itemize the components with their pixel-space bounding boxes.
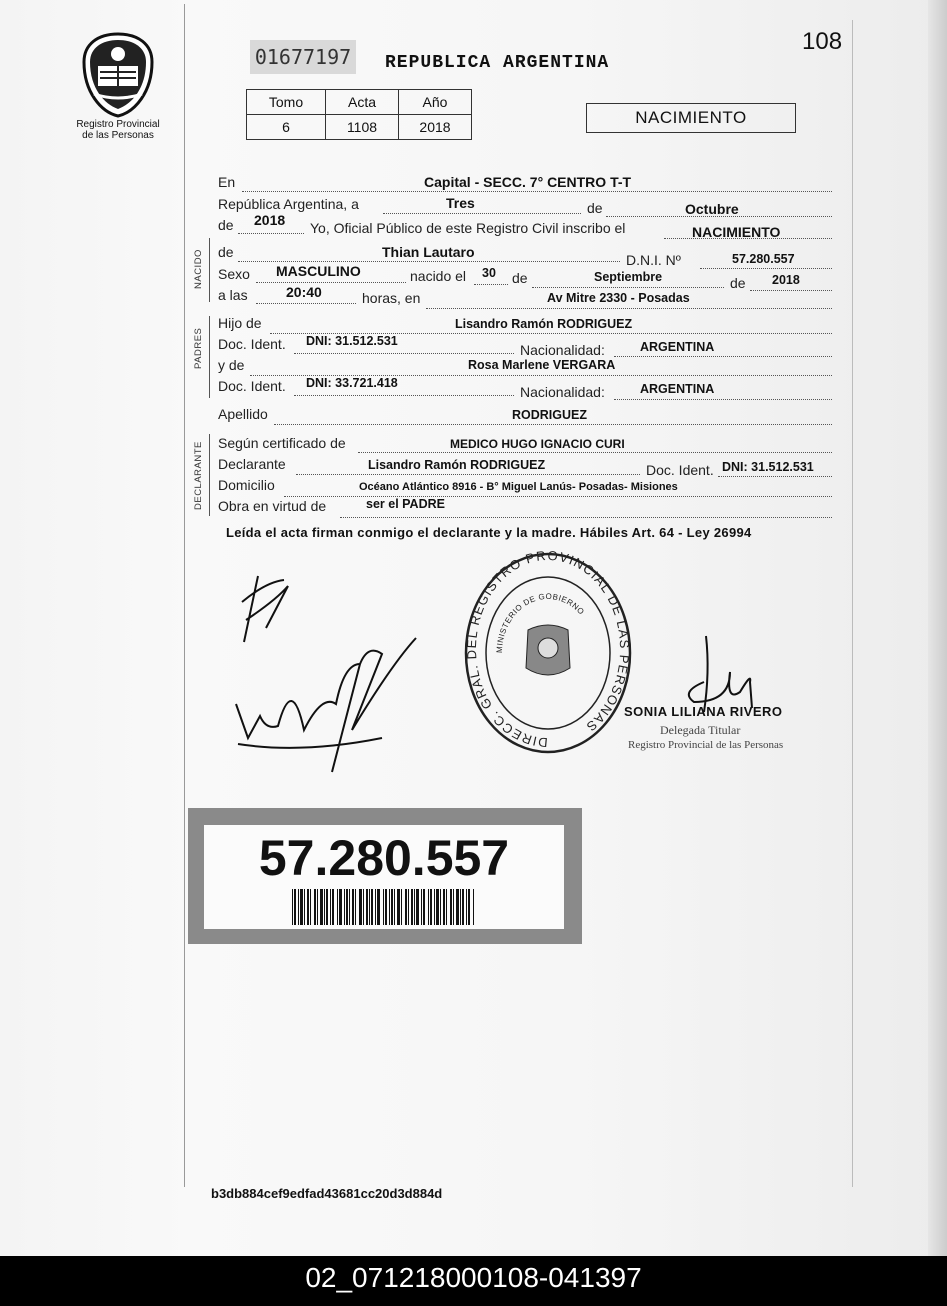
barcode-bar	[363, 889, 364, 925]
label-dni-no: D.N.I. Nº	[626, 252, 681, 268]
barcode-bar	[317, 889, 318, 925]
barcode-bar	[394, 889, 395, 925]
value-tomo: 6	[247, 115, 326, 140]
dots-en	[242, 191, 832, 192]
label-de-mes: de	[587, 200, 603, 216]
dots-declarante-doc	[718, 476, 832, 477]
barcode-bar	[408, 889, 409, 925]
barcode-bar	[389, 889, 390, 925]
logo-caption-line2: de las Personas	[82, 130, 154, 141]
barcode-bar	[324, 889, 325, 925]
dots-declarante	[296, 474, 640, 475]
barcode-bar	[320, 889, 323, 925]
barcode-bar	[405, 889, 407, 925]
barcode-bar	[352, 889, 354, 925]
closing-text: Leída el acta firman conmigo el declarante y la madre. Hábiles Art. 64 - Ley 26994	[226, 525, 752, 540]
official-stamp	[462, 550, 634, 756]
label-doc-ident-declarante: Doc. Ident.	[646, 462, 714, 478]
value-declarante: Lisandro Ramón RODRIGUEZ	[368, 458, 546, 472]
dni-label-inner	[204, 825, 564, 929]
value-lugar-nac: Av Mitre 2330 - Posadas	[547, 291, 690, 305]
barcode-bar	[391, 889, 393, 925]
section-nacido: NACIDO	[193, 249, 204, 289]
barcode-bar	[473, 889, 474, 925]
barcode-bar	[421, 889, 422, 925]
header-acta: Acta	[326, 90, 399, 115]
label-a-las: a las	[218, 287, 248, 303]
label-hijo-de: Hijo de	[218, 315, 262, 331]
dots-hora	[256, 303, 356, 304]
label-nacido-el: nacido el	[410, 268, 467, 284]
stamp-outer-text: DIRECC. GRAL. DEL REGISTRO PROVINCIAL DE LAS PERSONAS	[463, 550, 633, 751]
value-certificado: MEDICO HUGO IGNACIO CURI	[450, 437, 625, 451]
dots-certificado	[358, 452, 832, 453]
barcode-bar	[446, 889, 447, 925]
barcode-bar	[450, 889, 452, 925]
document-hash: b3db884cef9edfad43681cc20d3d884d	[211, 1186, 443, 1201]
barcode-bar	[456, 889, 459, 925]
label-en: En	[218, 174, 236, 190]
label-de-anio-nac: de	[730, 275, 746, 291]
barcode-bar	[366, 889, 368, 925]
label-de-nombre: de	[218, 244, 234, 260]
barcode-bar	[298, 889, 299, 925]
official-name: SONIA LILIANA RIVERO	[624, 704, 783, 719]
page-left-margin-line	[184, 4, 185, 1187]
dots-lugar-nac	[426, 308, 832, 309]
value-domicilio: Océano Atlántico 8916 - B° Miguel Lanús- Posadas- Misiones	[359, 481, 678, 493]
page-number: 108	[802, 28, 843, 55]
value-padre: Lisandro Ramón RODRIGUEZ	[455, 317, 633, 331]
barcode-bar	[411, 889, 413, 925]
value-madre-doc: DNI: 33.721.418	[306, 376, 398, 390]
dots-dia	[383, 213, 581, 214]
serial-number: 01677197	[250, 40, 356, 74]
barcode-bar	[468, 889, 470, 925]
value-hora: 20:40	[286, 284, 322, 300]
dots-madre-nac	[614, 399, 832, 400]
label-declarante: Declarante	[218, 456, 286, 472]
barcode-bar	[371, 889, 373, 925]
dots-obra	[340, 517, 832, 518]
section-nacido-bar	[209, 238, 210, 302]
barcode-bar	[377, 889, 380, 925]
dots-madre-doc	[294, 395, 514, 396]
dni-label-sticker	[188, 808, 582, 944]
page-shadow	[928, 0, 947, 1256]
barcode-bar	[401, 889, 402, 925]
page-right-edge-line	[852, 20, 853, 1187]
barcode-bar	[330, 889, 331, 925]
dots-nombre	[238, 261, 620, 262]
value-acta: 1108	[326, 115, 399, 140]
label-horas-en: horas, en	[362, 290, 421, 306]
label-de-mes-nac: de	[512, 270, 528, 286]
label-obra: Obra en virtud de	[218, 498, 327, 514]
registry-table-values	[247, 115, 472, 140]
dni-label-number: 57.280.557	[258, 830, 510, 886]
dots-dia-nac	[474, 284, 508, 285]
barcode-bar	[423, 889, 425, 925]
barcode-bar	[414, 889, 415, 925]
barcode-bar	[383, 889, 384, 925]
stamp-inner-text: MINISTERIO DE GOBIERNO	[494, 591, 587, 654]
barcode-bar	[397, 889, 400, 925]
barcode-bar	[434, 889, 435, 925]
barcode-bar	[292, 889, 293, 925]
signature-declarant	[232, 634, 422, 774]
value-nombre: Thian Lautaro	[382, 244, 475, 260]
barcode-bar	[466, 889, 467, 925]
barcode-bar	[440, 889, 441, 925]
barcode-bar	[436, 889, 439, 925]
value-declarante-doc: DNI: 31.512.531	[722, 460, 814, 474]
section-padres-bar	[209, 316, 210, 398]
barcode-bar	[314, 889, 316, 925]
registry-table-header	[247, 90, 472, 115]
label-domicilio: Domicilio	[218, 477, 275, 493]
value-apellido: RODRIGUEZ	[512, 408, 587, 422]
label-de-anio: de	[218, 217, 234, 233]
barcode-bar	[307, 889, 309, 925]
value-padre-nac: ARGENTINA	[640, 340, 715, 354]
dots-padre-nac	[614, 356, 832, 357]
registry-table	[246, 89, 472, 140]
value-obra: ser el PADRE	[366, 497, 445, 511]
value-padre-doc: DNI: 31.512.531	[306, 334, 398, 348]
barcode-bar	[339, 889, 342, 925]
barcode-bar	[300, 889, 303, 925]
barcode-bar	[460, 889, 461, 925]
barcode-bar	[310, 889, 311, 925]
value-lugar: Capital - SECC. 7° CENTRO T-T	[424, 174, 632, 190]
country-heading: REPUBLICA ARGENTINA	[385, 53, 610, 73]
barcode-bar	[346, 889, 348, 925]
value-madre-nac: ARGENTINA	[640, 382, 715, 396]
record-type-box: NACIMIENTO	[586, 103, 796, 133]
barcode-bar	[344, 889, 345, 925]
dots-anio	[238, 233, 304, 234]
official-org: Registro Provincial de las Personas	[628, 739, 784, 751]
value-dia-nac: 30	[482, 266, 496, 280]
section-declarante: DECLARANTE	[193, 441, 204, 510]
label-sexo: Sexo	[218, 266, 250, 282]
barcode-bar	[337, 889, 338, 925]
label-y-de: y de	[218, 357, 245, 373]
dots-dni	[700, 268, 832, 269]
barcode-bar	[462, 889, 464, 925]
barcode-bar	[453, 889, 454, 925]
value-madre: Rosa Marlene VERGARA	[468, 358, 616, 372]
value-anio: 2018	[399, 115, 472, 140]
barcode-bar	[359, 889, 362, 925]
barcode-bar	[369, 889, 370, 925]
value-mes-nac: Septiembre	[594, 270, 663, 284]
barcode-bar	[385, 889, 387, 925]
barcode-bar	[443, 889, 445, 925]
label-yo: Yo, Oficial Público de este Registro Civil inscribo el	[310, 220, 626, 236]
provincial-seal-logo	[80, 32, 156, 118]
barcode-bar	[304, 889, 305, 925]
dots-apellido	[274, 424, 832, 425]
dots-anio-nac	[750, 290, 832, 291]
official-title: Delegada Titular	[660, 723, 741, 737]
dots-padre-doc	[294, 353, 514, 354]
value-mes: Octubre	[685, 201, 739, 217]
barcode-bar	[430, 889, 432, 925]
section-padres: PADRES	[193, 327, 204, 369]
logo-caption	[60, 119, 176, 141]
barcode-bar	[375, 889, 376, 925]
value-anio: 2018	[254, 212, 286, 228]
barcode-bar	[294, 889, 296, 925]
dots-mes-nac	[532, 287, 724, 288]
footer-bar	[0, 1256, 947, 1306]
barcode-bar	[349, 889, 350, 925]
value-dni: 57.280.557	[732, 252, 795, 266]
barcode-bar	[332, 889, 334, 925]
barcode-icon	[290, 889, 476, 925]
value-dia: Tres	[446, 195, 475, 211]
label-republica: República Argentina, a	[218, 196, 359, 212]
label-doc-ident-padre: Doc. Ident.	[218, 336, 286, 352]
logo-caption-line1: Registro Provincial	[76, 119, 160, 130]
barcode-bar	[355, 889, 356, 925]
value-sexo: MASCULINO	[276, 263, 361, 279]
footer-id: 02_071218000108-041397	[305, 1262, 642, 1293]
label-nacionalidad-padre: Nacionalidad:	[520, 342, 605, 358]
barcode-bar	[416, 889, 419, 925]
label-doc-ident-madre: Doc. Ident.	[218, 378, 286, 394]
section-declarante-bar	[209, 434, 210, 516]
label-nacionalidad-madre: Nacionalidad:	[520, 384, 605, 400]
label-apellido: Apellido	[218, 406, 268, 422]
value-anio-nac: 2018	[772, 273, 800, 287]
header-anio: Año	[399, 90, 472, 115]
barcode-bar	[428, 889, 429, 925]
header-tomo: Tomo	[247, 90, 326, 115]
label-segun: Según certificado de	[218, 435, 346, 451]
dots-sexo	[256, 282, 406, 283]
barcode-bar	[326, 889, 328, 925]
value-tipo: NACIMIENTO	[692, 224, 781, 240]
